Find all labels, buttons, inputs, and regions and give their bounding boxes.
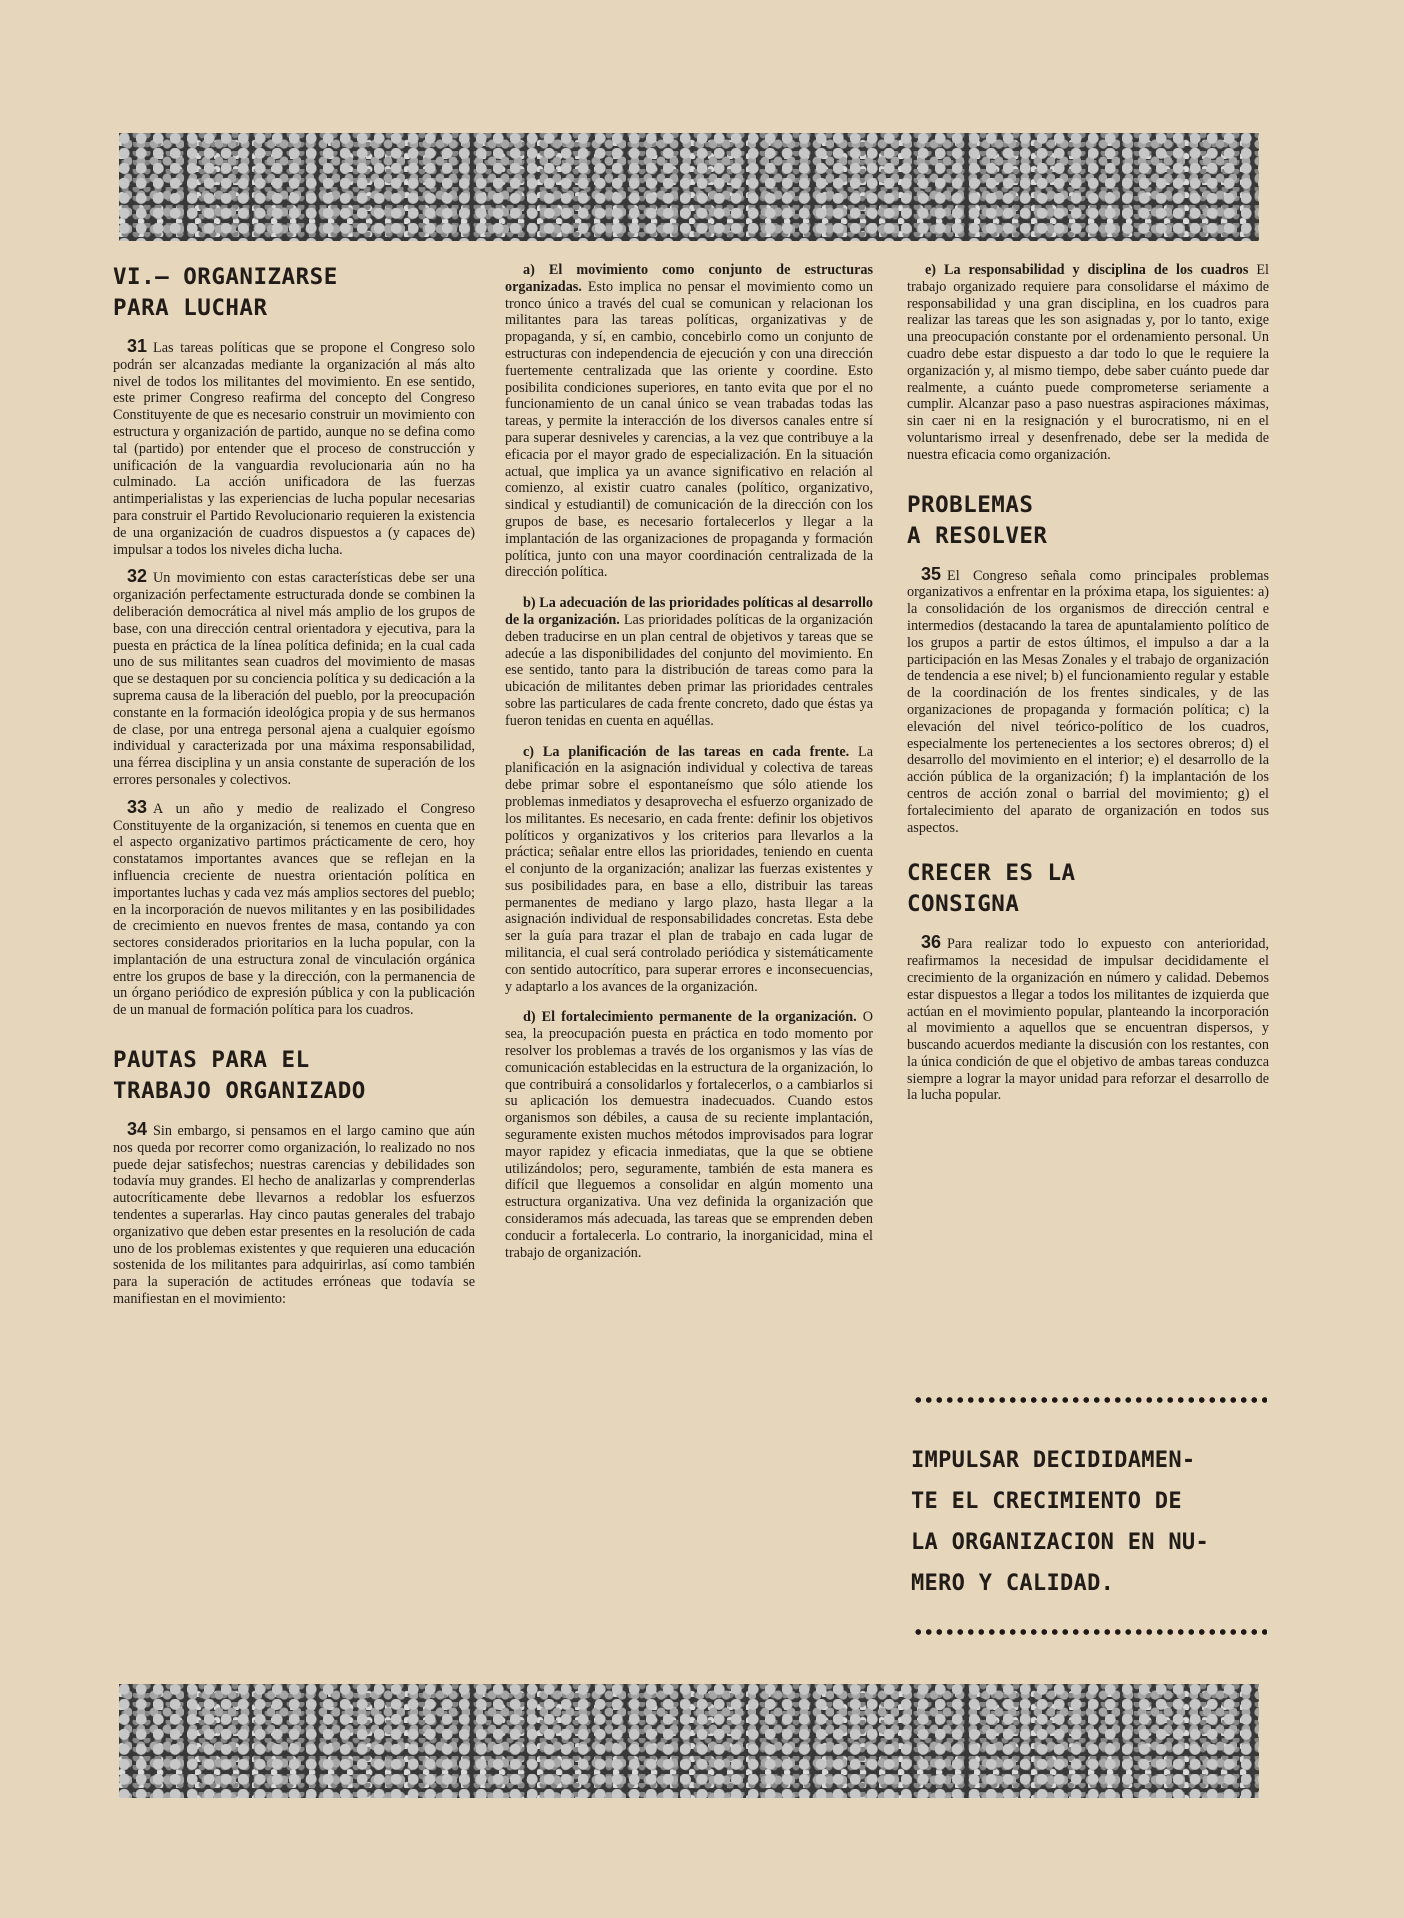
paragraph-number: 34 (127, 1119, 148, 1140)
guideline-d (505, 1009, 873, 1261)
guideline-e (907, 262, 1269, 464)
slogan-line: IMPULSAR DECIDIDAMEN- (911, 1448, 1196, 1473)
dotted-divider-bottom (913, 1629, 1267, 1635)
guideline-text: La planificación en la asignación individual y colectiva de tareas debe primar sobre el espontaneísmo que sólo atiende los problemas inmediatos y desaprovecha el esfuerzo organizado de los militantes. Es necesario, en cada frente: definir los objetivos políticos y organizativos y los criterios para llevarlos a la práctica; señalar entre ellos las prioridades, teniendo en cuenta el conjunto de la organización; analizar las fuerzas existentes y sus posibilidades para, en base a ello, distribuir las tareas permanentes de mediano y largo plazo, hasta llegar a la asignación individual de responsabilidades concretas. Esta debe ser la guía para trazar el plan de trabajo en cada lugar de militancia, el cual será controlado periódica y sistemáticamente con sentido autocrítico, para superar errores e inconsecuencias, y adaptarlo a los avances de la organización. (505, 743, 874, 995)
slogan-line: LA ORGANIZACION EN NU- (911, 1530, 1209, 1555)
paragraph-number: 36 (921, 932, 942, 953)
guideline-heading: c) La planificación de las tareas en cada frente. (523, 743, 850, 760)
paragraph-number: 31 (127, 336, 148, 356)
guideline-heading: b) La adecuación de las prioridades políticas al desarrollo de la organización. (505, 595, 873, 628)
crowd-photo-banner-top (119, 133, 1259, 241)
paragraph-number: 33 (127, 796, 148, 817)
column-middle (505, 262, 873, 1275)
section-title-pautas: PAUTAS PARA EL TRABAJO ORGANIZADO (113, 1047, 366, 1105)
column-left (113, 262, 475, 1318)
guideline-text: Las prioridades políticas de la organización deben traducirse en un plan central de objetivos y tareas que se adecúe a las disponibilidades del conjunto del movimiento. En ese sentido, tanto para la distribución de tareas como para la ubicación de militantes deben primar las prioridades centrales sobre las particulares de cada frente concreto, dado que éstas ya fueron tenidas en cuenta en aquéllas. (505, 611, 873, 729)
paragraph-text: Para realizar todo lo expuesto con anterioridad, reafirmamos la necesidad de impulsar decididamente el crecimiento de la organización en número y calidad. Debemos estar dispuestos a llegar a todos los militantes de izquierda que actúan en el movimiento popular, planteando la incorporación al movimiento a aquellos que se encuentran dispersos, y buscando acuerdos mediante la discusión con los restantes, con la única condición de que el objetivo de ambas tareas conduzca siempre a lograr la mayor unidad para reforzar el desarrollo de la lucha popular. (907, 936, 1269, 1104)
slogan-line: TE EL CRECIMIENTO DE (911, 1489, 1182, 1514)
paragraph-34 (113, 1121, 475, 1308)
guideline-b (505, 595, 873, 729)
slogan-line: MERO Y CALIDAD. (911, 1571, 1115, 1596)
guideline-heading: a) El movimiento como conjunto de estructuras organizadas. (505, 262, 873, 295)
paragraph-number: 32 (127, 566, 148, 587)
paragraph-35 (907, 563, 1269, 837)
crowd-photo-banner-bottom (119, 1684, 1259, 1798)
column-right (907, 262, 1269, 1114)
paragraph-36 (907, 934, 1269, 1104)
paragraph-text: Sin embargo, si pensamos en el largo camino que aún nos queda por recorrer como organización, lo realizado no nos puede dejar satisfechos; nuestras carencias y debilidades son todavía muy grandes. El hecho de analizarlas y comprenderlas autocríticamente debe llevarnos a redoblar los esfuerzos tendentes a superarlas. Hay cinco pautas generales del trabajo organizativo que deben estar presentes en la resolución de cada uno de los problemas existentes y que requieren una educación sostenida de los militantes para adquirirlas, así como también para la superación de actitudes erróneas que todavía se manifiestan en el movimiento: (113, 1123, 475, 1308)
paragraph-33 (113, 796, 475, 1019)
paragraph-number: 35 (921, 563, 942, 584)
section-title-crecer: CRECER ES LA CONSIGNA (907, 860, 1076, 918)
guideline-heading: d) El fortalecimiento permanente de la organización. (523, 1009, 857, 1026)
section-title-problemas: PROBLEMAS A RESOLVER (907, 491, 1048, 549)
paragraph-31 (113, 338, 475, 558)
paragraph-32 (113, 568, 475, 788)
paragraph-text: Las tareas políticas que se propone el Congreso solo podrán ser alcanzadas mediante la organización al más alto nivel de todos los militantes del movimiento. En ese sentido, este primer Congreso reafirma del concepto del Congreso Constituyente de que es necesario construir un movimiento con estructura y organización de partido, aunque no se defina como tal (partido) por entender que el proceso de construcción y unificación de la vanguardia revolucionaria aún no ha culminado. La acción unificadora de las fuerzas antimperialistas y las experiencias de lucha popular necesarias para construir el Partido Revolucionario requieren la existencia de una organización de cuadros dispuestos a (y capaces de) impulsar a todos los niveles dicha lucha. (113, 340, 475, 558)
guideline-text: El trabajo organizado requiere para consolidarse el máximo de responsabilidad y una gran disciplina, en los cuadros para realizar las tareas que les son asignadas y, por lo tanto, exige una preocupación constante por el ordenamiento personal. Un cuadro debe estar dispuesto a dar todo lo que le requiere la organización y, al mismo tiempo, debe saber cuánto puede dar realmente, a cuánto puede comprometerse seriamente a cumplir. Alcanzar paso a paso nuestras aspiraciones máximas, sin caer ni en la resignación y el burocratismo, ni en el voluntarismo irreal y desenfrenado, debe ser la medida de nuestra eficacia como organización. (907, 262, 1269, 463)
paragraph-text: El Congreso señala como principales problemas organizativos a enfrentar en la próxima etapa, los siguientes: a) la consolidación de los organismos de dirección central e intermedios (destacando la tarea de apuntalamiento político de los grupos a partir de estos últimos, el impulso a dar a la participación en las Mesas Zonales y el trabajo de organización de tendencia a ese nivel; b) el funcionamiento regular y estable de la coordinación de los frentes sindicales, y de las organizaciones de propaganda y formación política; c) la elevación del nivel teórico-político de los cuadros, especialmente los pertenecientes a los sectores obreros; d) el desarrollo del movimiento en el interior; e) el desarrollo de la acción pública de la organización; f) la implantación de los centros de acción zonal o barrial del movimiento; g) el fortalecimiento del aparato de organización en todos sus aspectos. (907, 567, 1269, 836)
dotted-divider-top (913, 1397, 1267, 1403)
paragraph-text: A un año y medio de realizado el Congreso Constituyente de la organización, si tenemos en cuenta que en el aspecto organizativo partimos prácticamente de cero, hoy constatamos importantes avances que se reflejan en la influencia creciente de nuestra orientación política en importantes luchas y cada vez más amplios sectores del pueblo; en la incorporación de nuevos militantes y en las posibilidades de crecimiento en nuevos frentes de masa, contando ya con sectores considerados prioritarios en la lucha popular, con la implantación de una estructura zonal de vinculación orgánica entre los grupos de base y la dirección, con la permanencia de un órgano periódico de expresión pública y con la publicación de un manual de formación política para los cuadros. (113, 800, 475, 1019)
guideline-a (505, 262, 873, 581)
paragraph-text: Un movimiento con estas características debe ser una organización perfectamente estructurada donde se combinen la deliberación democrática al nivel más amplio de los grupos de base, con una dirección central orientadora y ejecutiva, para la puesta en práctica de la línea política definida; en la cual cada uno de sus militantes sean cuadros del movimiento de masas que se destaquen por su conciencia política y su dedicación a la suprema causa de la liberación del pueblo, por la preocupación constante en la formación ideológica propia y de sus hermanos de clase, por una entrega personal ajena a cualquier egoísmo individual y caracterizada por una máxima responsabilidad, una férrea disciplina y un ansia constante de superación de los errores personales y colectivos. (113, 570, 475, 788)
guideline-c (505, 744, 873, 996)
guideline-heading: e) La responsabilidad y disciplina de los cuadros (925, 262, 1249, 278)
guideline-text: O sea, la preocupación puesta en práctica en todo momento por resolver los problemas a través de los organismos y las vías de comunicación establecidas en la estructura de la organización, lo que contribuirá a consolidarlos y fortalecerlos, o a cambiarlos si su aplicación los demuestra inadecuados. Cuando estos organismos son débiles, a causa de su reciente implantación, seguramente existen muchos métodos improvisados para lograr mayor rapidez y eficacia inmediatas, que la que se obtiene utilizándolos; pero, seguramente, también de esta manera es difícil que lleguemos a consolidar en algún momento una estructura organizativa. Una vez definida la organización que consideramos más adecuada, las tareas que se emprenden deben conducir a fortalecerla. Lo contrario, la inorganicidad, mina el trabajo de organización. (505, 1009, 873, 1261)
section-title-organizarse: VI.— ORGANIZARSE PARA LUCHAR (113, 264, 338, 321)
guideline-text: Esto implica no pensar el movimiento como un tronco único a través del cual se comunican y relacionan los militantes para las tareas políticas, organizativas y de propaganda, y sí, en cambio, concebirlo como un conjunto de estructuras con independencia de ejecución y con una dirección fuertemente centralizada que las oriente y coordine. Esto posibilita condiciones superiores, en tanto evita que por el no funcionamiento de un canal único se vean trabadas todas las tareas, y permite la interacción de los diversos canales entre sí para superar desniveles y carencias, a la vez que contribuye a la eficacia por el mayor grado de especialización. En la situación actual, que implica ya un avance significativo en relación al comienzo, al existir cuatro canales (político, organizativo, sindical y estudiantil) de comunicación de la dirección con los grupos de base, es necesario fortalecerlos y llegar a la implantación de las organizaciones de propaganda y formación política, junto con una mayor coordinación centralizada de la dirección política. (505, 278, 873, 581)
slogan-box (911, 1440, 1271, 1604)
